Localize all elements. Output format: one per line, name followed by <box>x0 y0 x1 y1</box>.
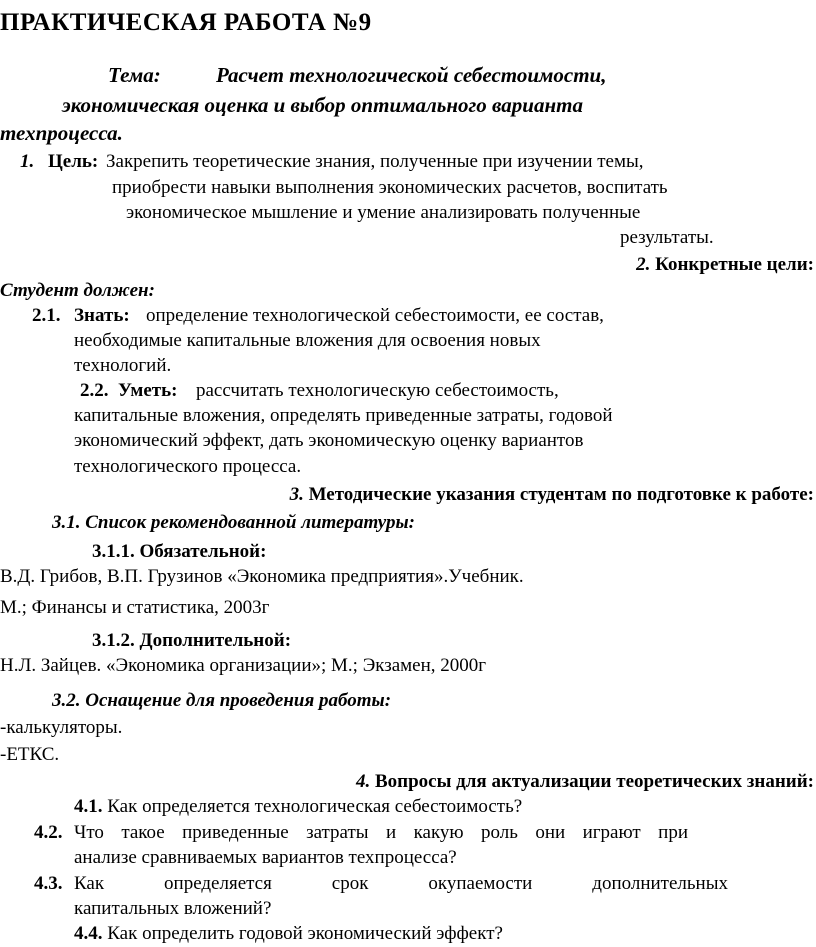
goal-line-3: экономическое мышление и умение анализировать полученные <box>126 202 641 223</box>
question-3-line-1: Как определяется срок окупаемости дополнительных <box>74 873 728 894</box>
specific-goals-heading <box>636 254 814 276</box>
equipment-item: -калькуляторы. <box>0 717 123 738</box>
able-line-4: технологического процесса. <box>74 456 302 477</box>
question-2-line-2: анализе сравниваемых вариантов техпроцесса? <box>74 847 457 868</box>
goal-line-1: Закрепить теоретические знания, полученные при изучении темы, <box>106 151 644 172</box>
question-1 <box>74 796 522 818</box>
able-number: 2.2. <box>80 380 109 401</box>
question-3-line-2: капитальных вложений? <box>74 898 272 919</box>
question-3-number: 4.3. <box>34 873 63 894</box>
literature-heading: 3.1. Список рекомендованной литературы: <box>52 512 415 533</box>
question-4-text: Как определить годовой экономический эффект? <box>107 923 503 944</box>
method-label: Методические указания студентам по подготовке к работе: <box>308 484 814 505</box>
goal-number: 1. <box>20 151 35 172</box>
goal-line-4: результаты. <box>620 227 714 248</box>
topic-label: Тема: <box>108 63 161 87</box>
topic-line-3: техпроцесса. <box>0 121 123 145</box>
topic-line-2: экономическая оценка и выбор оптимального варианта <box>62 93 583 117</box>
know-label: Знать: <box>74 305 130 326</box>
know-line-2: необходимые капитальные вложения для освоения новых <box>74 330 541 351</box>
able-label: Уметь: <box>118 380 178 401</box>
equipment-heading: 3.2. Оснащение для проведения работы: <box>52 690 392 711</box>
question-4 <box>74 923 503 945</box>
mandatory-source-line-1: В.Д. Грибов, В.П. Грузинов «Экономика предприятия».Учебник. <box>0 566 524 587</box>
able-line-2: капитальные вложения, определять приведенные затраты, годовой <box>74 405 613 426</box>
able-line-3: экономический эффект, дать экономическую оценку вариантов <box>74 430 584 451</box>
know-number: 2.1. <box>32 305 61 326</box>
method-heading <box>290 484 814 506</box>
mandatory-source-line-2: М.; Финансы и статистика, 2003г <box>0 597 270 618</box>
question-1-number: 4.1. <box>74 796 103 817</box>
questions-number: 4. <box>355 771 371 792</box>
specific-goals-number: 2. <box>636 254 651 275</box>
questions-label: Вопросы для актуализации теоретических знаний: <box>374 771 814 792</box>
page-title: ПРАКТИЧЕСКАЯ РАБОТА №9 <box>0 9 372 36</box>
topic-line-1: Расчет технологической себестоимости, <box>216 63 607 87</box>
method-number: 3. <box>289 484 304 505</box>
able-line-1: рассчитать технологическую себестоимость, <box>196 380 559 401</box>
question-2-number: 4.2. <box>34 822 63 843</box>
question-2-line-1: Что такое приведенные затраты и какую роль они играют при <box>74 822 688 843</box>
additional-heading: 3.1.2. Дополнительной: <box>92 630 292 651</box>
goal-line-2: приобрести навыки выполнения экономических расчетов, воспитать <box>112 177 668 198</box>
know-line-1: определение технологической себестоимости, ее состав, <box>146 305 604 326</box>
student-must-heading: Студент должен: <box>0 280 155 301</box>
mandatory-heading: 3.1.1. Обязательной: <box>92 541 267 562</box>
equipment-item: -ЕТКС. <box>0 744 60 765</box>
question-1-text: Как определяется технологическая себестоимость? <box>107 796 523 817</box>
know-line-3: технологий. <box>74 355 172 376</box>
questions-heading <box>356 771 814 793</box>
additional-source-line-1: Н.Л. Зайцев. «Экономика организации»; М.; Экзамен, 2000г <box>0 655 487 676</box>
goal-label: Цель: <box>48 151 99 172</box>
specific-goals-label: Конкретные цели: <box>655 254 814 275</box>
question-4-number: 4.4. <box>74 923 103 944</box>
